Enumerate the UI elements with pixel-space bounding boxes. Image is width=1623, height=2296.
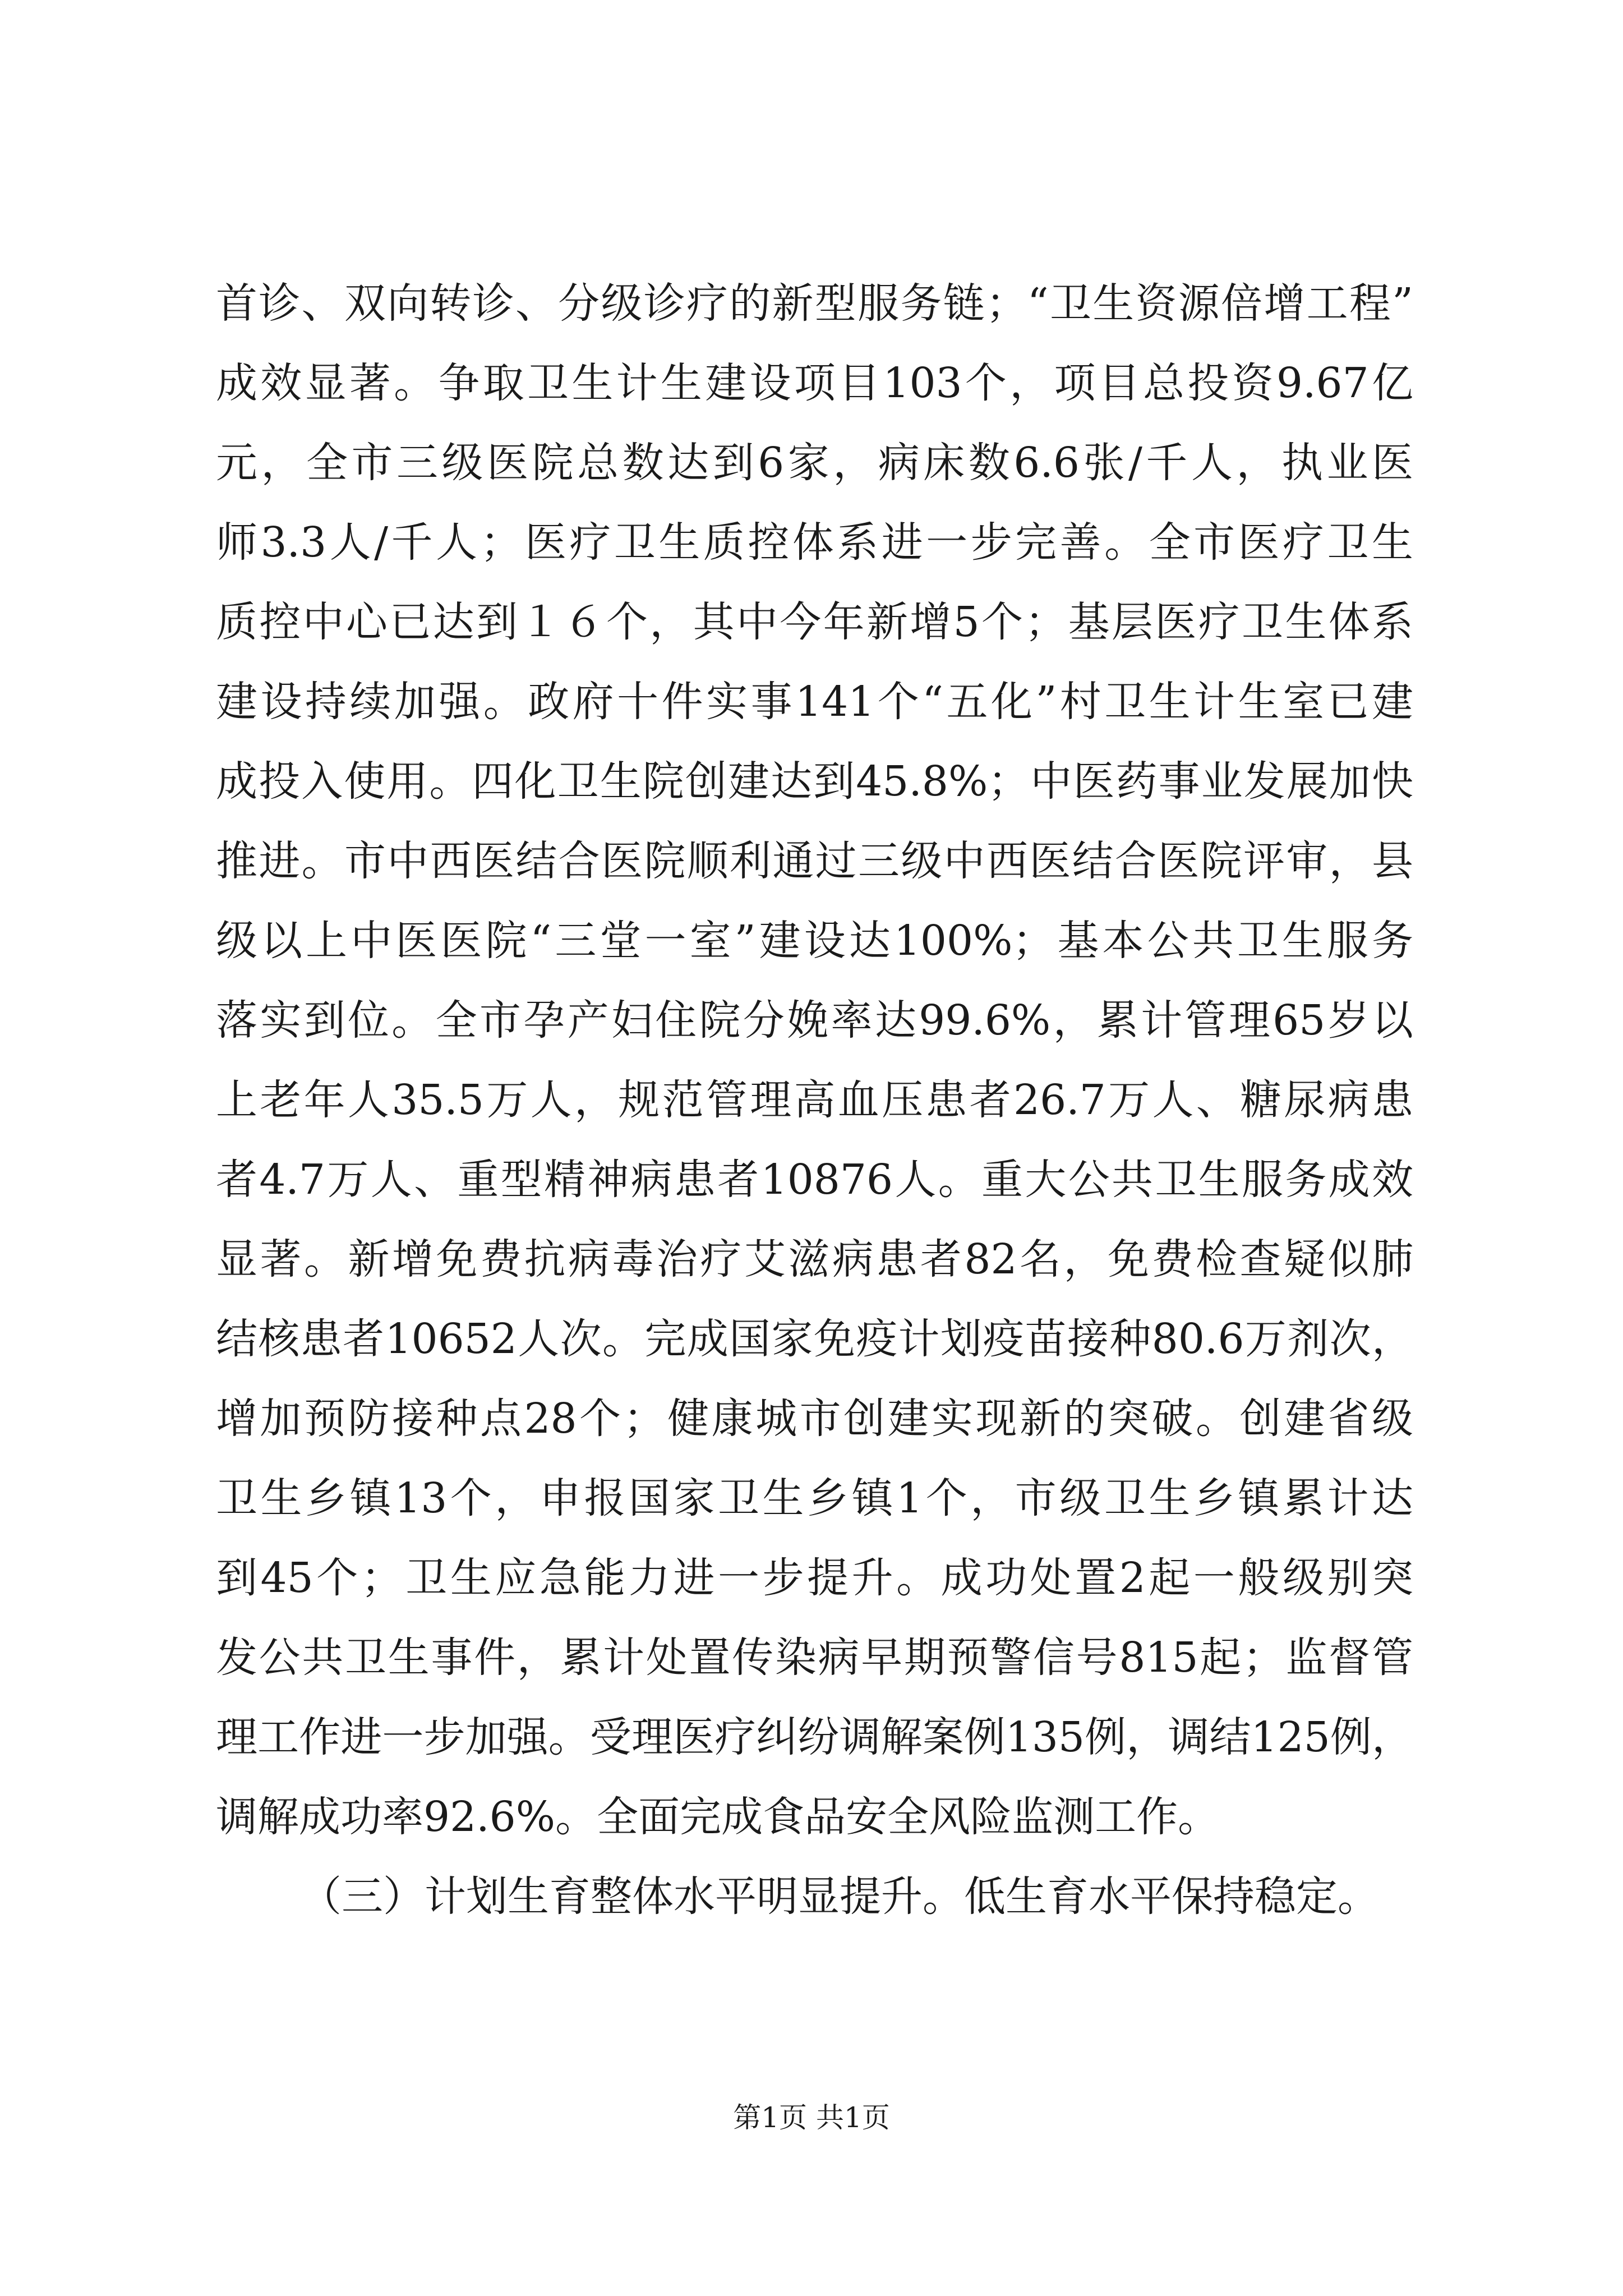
text-line-1: 首诊、双向转诊、分级诊疗的新型服务链；“卫生资源倍增工程” bbox=[216, 279, 1413, 328]
body-text bbox=[216, 264, 1413, 1936]
text-line-18: 发公共卫生事件，累计处置传染病早期预警信号815起；监督管 bbox=[216, 1634, 1413, 1682]
text-line-5: 质控中心已达到１６个，其中今年新增5个；基层医疗卫生体系 bbox=[216, 598, 1413, 646]
text-line-9: 级以上中医医院“三堂一室”建设达100%；基本公共卫生服务 bbox=[216, 917, 1413, 965]
text-line-14: 结核患者10652人次。完成国家免疫计划疫苗接种80.6万剂次， bbox=[216, 1315, 1413, 1363]
text-line-6: 建设持续加强。政府十件实事141个“五化”村卫生计生室已建 bbox=[216, 678, 1413, 726]
text-line-15: 增加预防接种点28个；健康城市创建实现新的突破。创建省级 bbox=[216, 1395, 1413, 1443]
text-line-19: 理工作进一步加强。受理医疗纠纷调解案例135例，调结125例， bbox=[216, 1713, 1413, 1761]
text-line-11: 上老年人35.5万人，规范管理高血压患者26.7万人、糖尿病患 bbox=[216, 1076, 1413, 1124]
page-footer: 第1页 共1页 bbox=[733, 2101, 890, 2134]
text-line-4: 师3.3人/千人；医疗卫生质控体系进一步完善。全市医疗卫生 bbox=[216, 518, 1413, 567]
text-line-7: 成投入使用。四化卫生院创建达到45.8%；中医药事业发展加快 bbox=[216, 757, 1413, 806]
text-line-17: 到45个；卫生应急能力进一步提升。成功处置2起一般级别突 bbox=[216, 1554, 1413, 1602]
text-line-3: 元，全市三级医院总数达到6家，病床数6.6张/千人，执业医 bbox=[216, 439, 1413, 487]
text-line-13: 显著。新增免费抗病毒治疗艾滋病患者82名，免费检查疑似肺 bbox=[216, 1235, 1413, 1283]
text-line-20: 调解成功率92.6%。全面完成食品安全风险监测工作。 bbox=[216, 1793, 1220, 1841]
text-line-12: 者4.7万人、重型精神病患者10876人。重大公共卫生服务成效 bbox=[216, 1156, 1413, 1204]
text-line-10: 落实到位。全市孕产妇住院分娩率达99.6%，累计管理65岁以 bbox=[216, 996, 1413, 1045]
text-line-21: （三）计划生育整体水平明显提升。低生育水平保持稳定。 bbox=[300, 1872, 1379, 1921]
text-line-16: 卫生乡镇13个，申报国家卫生乡镇1个，市级卫生乡镇累计达 bbox=[216, 1474, 1413, 1522]
text-line-8: 推进。市中西医结合医院顺利通过三级中西医结合医院评审，县 bbox=[216, 837, 1413, 885]
text-line-2: 成效显著。争取卫生计生建设项目103个，项目总投资9.67亿 bbox=[216, 359, 1413, 407]
